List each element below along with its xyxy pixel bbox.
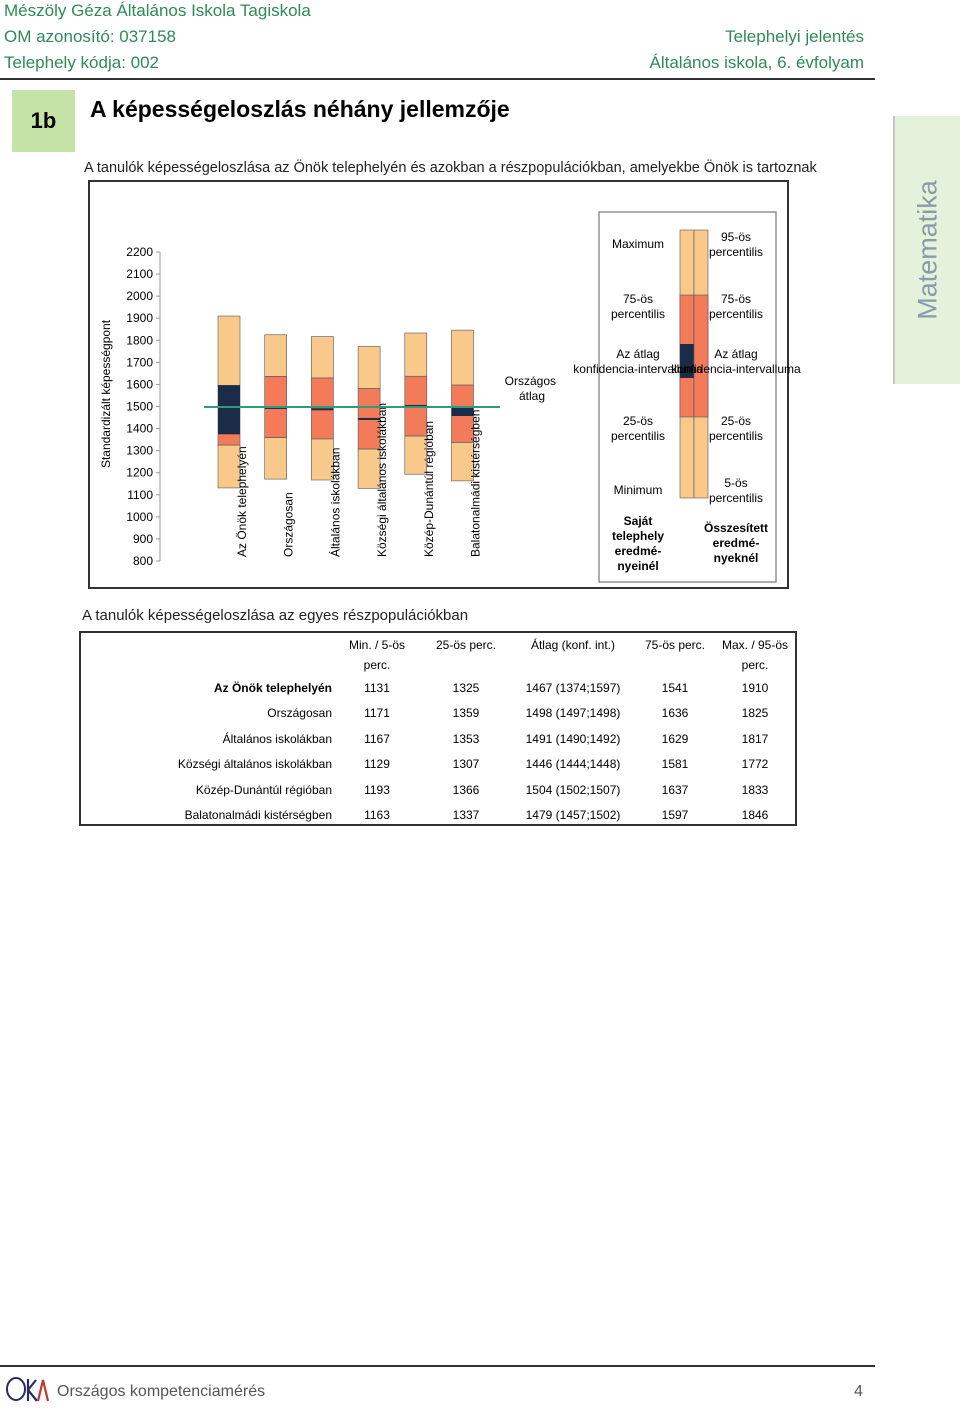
table-cell: 1446 (1444;1448)	[525, 757, 621, 772]
table-cell: 1504 (1502;1507)	[525, 782, 621, 797]
legend-right-p25: 25-ös percentilis	[708, 414, 764, 443]
legend-left-ci-label: Az átlag konfidencia-intervalluma	[573, 347, 703, 376]
legend-minimum: Minimum	[613, 483, 663, 497]
legend-maximum: Maximum	[611, 237, 665, 251]
table-cell: 1498 (1497;1498)	[525, 706, 621, 721]
table-cell: 1581	[661, 757, 689, 772]
box-upper-whisker	[265, 335, 287, 377]
y-tick-label: 2100	[126, 267, 153, 282]
legend-left-p75: 75-ös percentilis	[610, 292, 666, 321]
category-label: Általános iskolákban	[328, 447, 343, 557]
footer-org: Országos kompetenciamérés	[57, 1383, 266, 1400]
box-upper-whisker	[405, 333, 427, 376]
table-cell: 1479 (1457;1502)	[525, 808, 621, 822]
footer-divider	[0, 1365, 875, 1367]
table-cell: 1637	[661, 782, 689, 797]
chart-legend	[573, 212, 801, 582]
y-tick-label: 2000	[126, 289, 153, 304]
header-divider	[0, 78, 875, 80]
legend-right-ci-label: Az átlag konfidencia-intervalluma	[671, 347, 801, 376]
y-tick-label: 1500	[126, 399, 153, 414]
legend-p5: 5-ös percentilis	[708, 476, 764, 505]
y-tick-label: 1100	[127, 487, 153, 502]
table-cell: 1366	[452, 782, 480, 797]
table-cell: 1163	[364, 808, 390, 822]
table-cell: 1337	[452, 808, 480, 822]
box-2	[265, 335, 296, 557]
table-cell: 1636	[661, 706, 689, 721]
box-confidence-interval	[218, 385, 240, 434]
table-cell: 1772	[741, 757, 769, 772]
category-label: Országosan	[281, 492, 296, 557]
subject-tab-label: Matematika	[912, 180, 942, 320]
y-tick-label: 1000	[126, 509, 153, 524]
om-id: OM azonosító: 037158	[4, 27, 177, 46]
school-name: Mészöly Géza Általános Iskola Tagiskola	[4, 1, 311, 20]
category-label: Községi általános iskolákban	[375, 402, 390, 557]
section-number: 1b	[12, 90, 75, 152]
table-cell: 1167	[364, 731, 390, 746]
distribution-table	[79, 631, 797, 826]
category-label: Közép-Dunántúl régióban	[421, 420, 436, 557]
table-cell: 1817	[741, 731, 769, 746]
y-tick-label: 1200	[126, 465, 153, 480]
y-tick-label: 1700	[126, 355, 153, 370]
category-label: Balatonalmádi kistérségben	[468, 409, 483, 557]
subject-tab	[893, 116, 960, 384]
legend-right-p75: 75-ös percentilis	[708, 292, 764, 321]
section-title: A képességeloszlás néhány jellemzője	[90, 96, 510, 122]
table-row-label: Balatonalmádi kistérségben	[184, 808, 332, 822]
y-axis-label: Standardizált képességpont	[99, 319, 113, 469]
table-cell: 1467 (1374;1597)	[525, 681, 621, 695]
box-6	[452, 330, 483, 557]
page-number: 4	[854, 1383, 863, 1400]
legend-left-caption: Saját telephely eredmé-nyeinél	[611, 514, 665, 573]
col-header-mean: Átlag (konf. int.)	[530, 638, 616, 652]
okm-logo	[4, 1374, 50, 1404]
school-level: Általános iskola, 6. évfolyam	[649, 53, 864, 72]
table-row-label: Általános iskolákban	[222, 731, 332, 746]
table-cell: 1307	[452, 757, 480, 772]
report-type: Telephelyi jelentés	[725, 27, 864, 46]
table-cell: 1491 (1490;1492)	[525, 731, 621, 746]
national-mean-label: Országos átlag	[504, 374, 557, 403]
legend-p95: 95-ös percentilis	[708, 230, 764, 259]
table-cell: 1129	[364, 757, 390, 772]
table-cell: 1541	[661, 681, 689, 695]
table-cell: 1846	[741, 808, 769, 822]
y-tick-label: 800	[132, 554, 153, 568]
box-1	[218, 316, 249, 557]
site-code: Telephely kódja: 002	[4, 53, 160, 72]
table-cell: 1359	[452, 706, 480, 721]
col-header-min: Min. / 5-ös perc.	[348, 638, 405, 672]
chart-subtitle: A tanulók képességeloszlása az Önök telephelyén és azokban a részpopulációkban, amelyekbe Önök is tartoznak	[84, 160, 817, 176]
box-upper-whisker	[452, 330, 474, 385]
table-cell: 1825	[741, 706, 769, 721]
y-tick-label: 2200	[126, 245, 153, 259]
box-upper-whisker	[311, 337, 333, 378]
table-row-label: Országosan	[267, 706, 332, 721]
table-cell: 1325	[452, 681, 480, 695]
table-cell: 1171	[364, 706, 390, 721]
table-cell: 1131	[364, 681, 390, 695]
col-header-p75: 75-ös perc.	[644, 638, 706, 652]
box-confidence-interval	[311, 408, 333, 410]
header-left	[4, 0, 311, 76]
table-cell: 1597	[661, 808, 689, 822]
table-cell: 1833	[741, 782, 769, 797]
category-label: Az Önök telephelyén	[235, 446, 249, 557]
table-cell: 1629	[661, 731, 689, 746]
box-5	[405, 333, 436, 557]
table-cell: 1910	[741, 681, 769, 695]
y-tick-label: 1800	[126, 333, 153, 348]
box-lower-whisker	[265, 438, 287, 479]
table-row-label: Községi általános iskolákban	[177, 757, 332, 772]
legend-right-iqr	[694, 295, 708, 417]
y-tick-label: 1300	[126, 443, 153, 458]
box-upper-whisker	[358, 346, 380, 388]
distribution-chart	[88, 180, 801, 589]
header-right	[650, 24, 865, 76]
box-4	[358, 346, 389, 557]
y-tick-label: 1400	[126, 421, 153, 436]
legend-right-caption: Összesített eredmé-nyeknél	[703, 521, 769, 565]
col-header-p25: 25-ös perc.	[435, 638, 497, 652]
table-row-label: Az Önök telephelyén	[213, 681, 332, 695]
col-header-max: Max. / 95-ös perc.	[721, 638, 789, 672]
legend-left-p25: 25-ös percentilis	[610, 414, 666, 443]
table-cell: 1353	[452, 731, 480, 746]
y-tick-label: 1600	[126, 377, 153, 392]
box-3	[311, 337, 342, 557]
y-tick-label: 900	[132, 531, 153, 546]
table-row-label: Közép-Dunántúl régióban	[195, 782, 332, 797]
y-tick-label: 1900	[126, 311, 153, 326]
distribution-chart-svg	[90, 182, 801, 587]
table-subtitle: A tanulók képességeloszlása az egyes részpopulációkban	[82, 607, 469, 624]
table-cell: 1193	[364, 782, 390, 797]
